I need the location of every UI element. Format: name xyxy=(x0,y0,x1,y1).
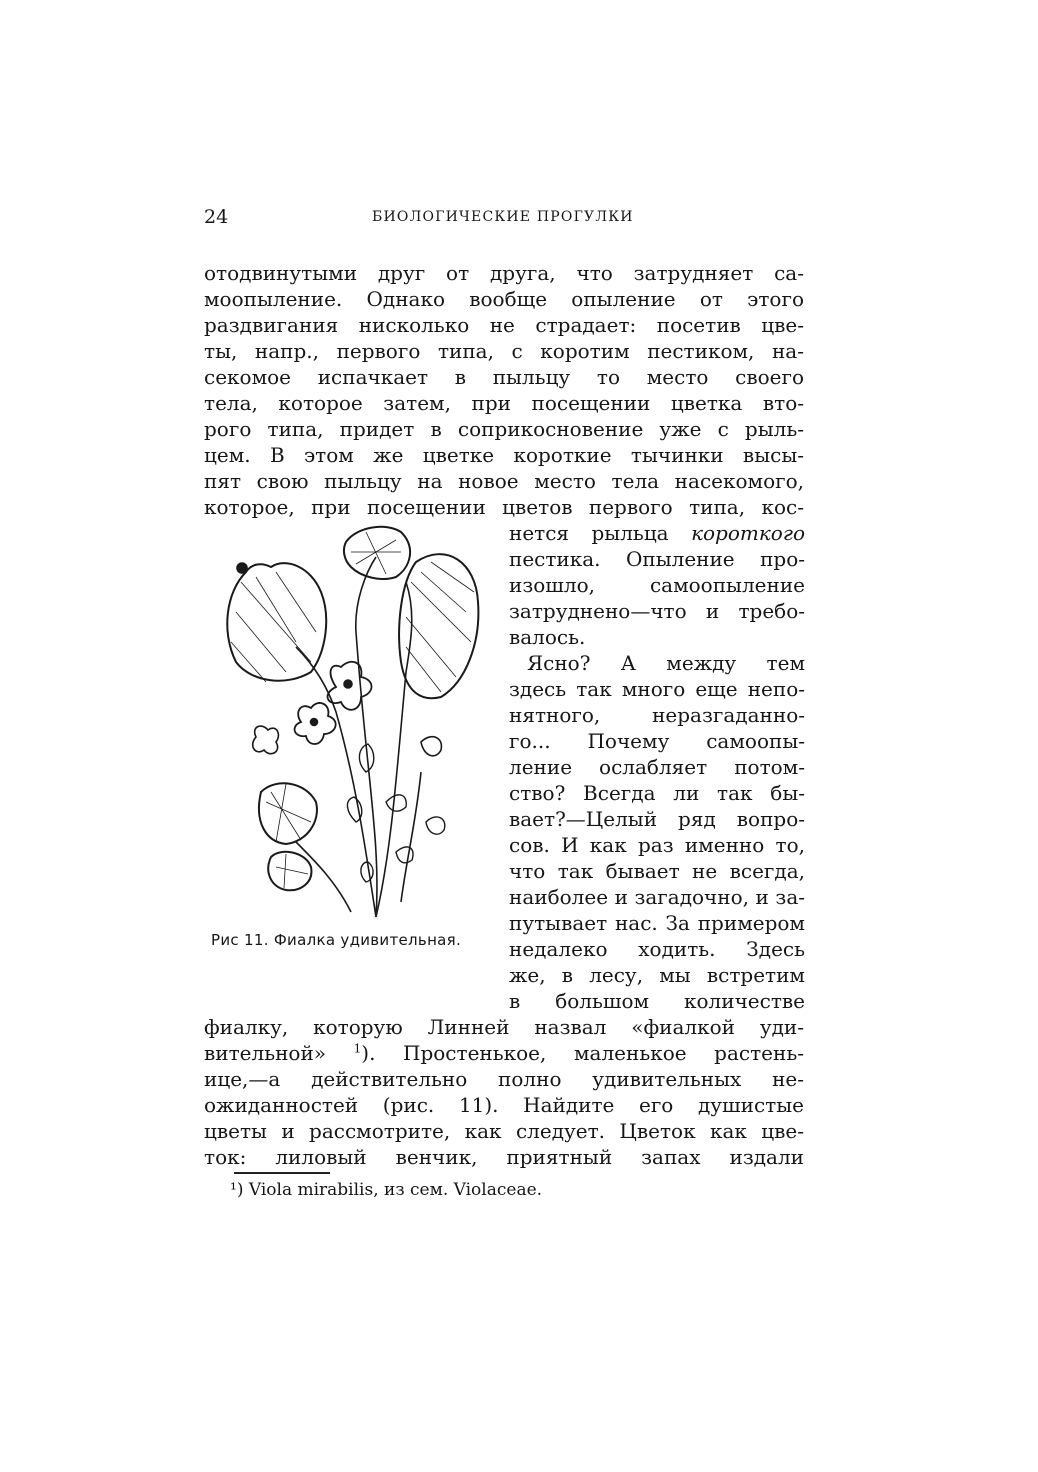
side-line: недалеко ходить. Здесь xyxy=(509,937,805,961)
side-line xyxy=(509,520,805,546)
side-line: изошло, самоопыление xyxy=(509,573,805,597)
body-line-text: вительной» xyxy=(204,1041,354,1065)
body-line: которое, при посещении цветов первого типа, кос- xyxy=(204,495,804,519)
running-title: БИОЛОГИЧЕСКИЕ ПРОГУЛКИ xyxy=(372,209,634,225)
side-line: ление ослабляет потом- xyxy=(509,755,805,779)
body-line: ты, напр., первого типа, с коротим пестиком, на- xyxy=(204,339,804,363)
side-line: же, в лесу, мы встретим xyxy=(509,963,805,987)
violet-illustration xyxy=(216,522,496,922)
side-line: путывает нас. За примером xyxy=(509,911,805,935)
side-line: Ясно? А между тем xyxy=(527,651,805,675)
body-line: фиалку, которую Линней назвал «фиалкой уди- xyxy=(204,1015,804,1039)
body-line: раздвигания нисколько не страдает: посетив цве- xyxy=(204,313,804,337)
side-line: вает?—Целый ряд вопро- xyxy=(509,807,805,831)
body-line: ице,—а действительно полно удивительных не- xyxy=(204,1067,804,1091)
side-line: в большом количестве xyxy=(509,989,805,1013)
footnote-marker: 1 xyxy=(353,1041,362,1056)
side-line: пестика. Опыление про- xyxy=(509,547,805,571)
body-line: цветы и рассмотрите, как следует. Цветок как цве- xyxy=(204,1119,804,1143)
side-line-text: нется рыльца xyxy=(509,521,692,545)
body-line: ток: лиловый венчик, приятный запах издали xyxy=(204,1145,804,1169)
side-line: затруднено—что и требо- xyxy=(509,599,805,623)
body-line: тела, которое затем, при посещении цветка вто- xyxy=(204,391,804,415)
italic-word: короткого xyxy=(691,521,805,545)
body-line-text: ). Простенькое, маленькое растень- xyxy=(361,1041,804,1065)
side-line: наиболее и загадочно, и за- xyxy=(509,885,805,909)
body-line: секомое испачкает в пыльцу то место своего xyxy=(204,365,804,389)
body-line: рого типа, придет в соприкосновение уже с рыль- xyxy=(204,417,804,441)
side-line: го... Почему самоопы- xyxy=(509,729,805,753)
page-number: 24 xyxy=(204,206,229,228)
violet-drawing xyxy=(216,522,496,922)
body-line: моопыление. Однако вообще опыление от этого xyxy=(204,287,804,311)
body-line: цем. В этом же цветке короткие тычинки высы- xyxy=(204,443,804,467)
body-line xyxy=(204,1040,804,1066)
footnote-rule xyxy=(234,1172,330,1174)
side-line: ство? Всегда ли так бы- xyxy=(509,781,805,805)
body-line: ожиданностей (рис. 11). Найдите его душистые xyxy=(204,1093,804,1117)
side-line: сов. И как раз именно то, xyxy=(509,833,805,857)
footnote: ¹) Viola mirabilis, из сем. Violaceae. xyxy=(230,1180,543,1200)
figure-caption: Рис 11. Фиалка удивительная. xyxy=(211,931,462,949)
side-line: здесь так много еще непо- xyxy=(509,677,805,701)
side-line: нятного, неразгаданно- xyxy=(509,703,805,727)
side-line: что так бывает не всегда, xyxy=(509,859,805,883)
body-line: пят свою пыльцу на новое место тела насекомого, xyxy=(204,469,804,493)
side-line: валось. xyxy=(509,625,586,649)
body-line: отодвинутыми друг от друга, что затрудняет са- xyxy=(204,261,804,285)
